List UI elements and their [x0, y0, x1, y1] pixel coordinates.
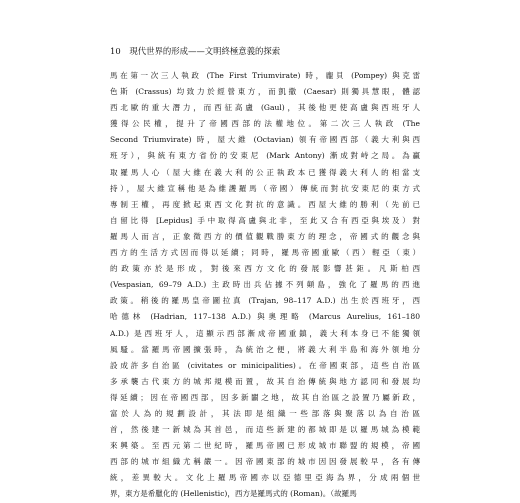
- text-line: 哈德林 (Hadrian, 117–138 A.D.) 與奧理略 (Marcus Aurelius, 161–180: [110, 312, 420, 322]
- running-head: [110, 45, 420, 57]
- text-line: 獲得公民權，提升了帝國西部的法權地位。第二次三人執政 (The: [110, 119, 420, 129]
- text-line: 的政策亦於是形成，對後來西方文化的發展影響甚鉅。凡斯柏西: [110, 264, 420, 274]
- text-line: 馬在第一次三人執政 (The First Triumvirate) 時，龐貝 (Pompey) 與克雷: [110, 71, 420, 80]
- text-line: 首，然後建一新城為其首邑，而這些新建的都城即是以羅馬城為模範: [110, 425, 420, 435]
- text-line: (Vespasian, 69–79 A.D.) 主政時出兵佔據不列顛島，強化了羅馬的西進: [110, 280, 420, 290]
- text-line: 羅馬人而言，正象徵西方的價值觀戰勝東方的理念，帝國式的觀念與: [110, 231, 420, 241]
- text-line: 班牙），與統有東方省份的安東尼 (Mark Antony) 漸成對峙之局。為贏: [110, 151, 420, 161]
- text-line: 來興築。至西元第二世紀時，羅馬帝國已形成城市聯盟的規模，帝國: [110, 441, 420, 451]
- text-line: 專制王權，再度掀起東西文化對抗的意識。西屋大維的勝利（先前已: [110, 199, 420, 209]
- text-line: 取羅馬人心（屋大維在義大利的公正執政本已獲得義大利人的相當支: [110, 167, 420, 177]
- text-line: 政策。稍後的羅馬皇帝圖拉真 (Trajan, 98–117 A.D.) 出生於西班牙，西: [110, 296, 420, 306]
- text-line: 自留比得 [Lepidus] 手中取得高盧與北非，至此又合有西亞與埃及）對: [110, 215, 420, 225]
- text-line: 界，東方是希臘化的 (Hellenistic)，西方是羅馬式的 (Roman)。（故羅馬: [110, 489, 357, 499]
- text-line: 色斯 (Crassus) 均致力於經營東方，而凱撒 (Caesar) 則獨具慧眼，體認: [110, 87, 420, 97]
- text-line: 富於人為的規劃設計，其法即是組織一些部落與聚落以為自治區: [110, 408, 420, 418]
- running-head-title: 現代世界的形成——文明終極意義的探索: [129, 46, 281, 56]
- page-number: 10: [110, 46, 121, 56]
- text-line: 西方的生活方式因而得以延續；同時，羅馬帝國重歐（西）輕亞（東）: [110, 248, 420, 258]
- text-line: 持），屋大維宣稱他是為維護羅馬（帝國）傳統而對抗安東尼的東方式: [110, 183, 420, 193]
- text-line: 得延續；因在帝國西部，因多新闢之地，故其自治區之設置乃屬新政，: [110, 392, 420, 402]
- text-line: 風騷。當羅馬帝國擴張時，為統治之便，將義大利半島和海外領地分: [110, 344, 420, 354]
- text-line: 設成許多自治區 (civitates or minicipalities)。在帝國東部，這些自治區: [110, 360, 420, 370]
- text-line: 西北歐的重大潛力，而西征高盧 (Gaul)，其後他更使高盧與西班牙人: [110, 103, 420, 113]
- text-line: 西部的城市組織尤稱嚴一。因帝國東部的城市因因發展較早，各有傳: [110, 457, 420, 467]
- text-line: A.D.) 是西班牙人，這顯示西部漸成帝國重鎮，義大利本身已不能獨領: [110, 328, 420, 338]
- text-line: Second Triumvirate) 時，屋大維 (Octavian) 領有帝國西部（義大利與西: [110, 135, 420, 145]
- body-paragraph: [110, 68, 420, 503]
- text-line: 統，差異較大。文化上羅馬帝國亦以亞德里亞海為界，分成兩個世: [110, 473, 420, 483]
- text-line: 多承襲古代東方的城邦規模而置，故其自治傳統與地方認同和發展均: [110, 376, 420, 386]
- book-page: [110, 45, 420, 503]
